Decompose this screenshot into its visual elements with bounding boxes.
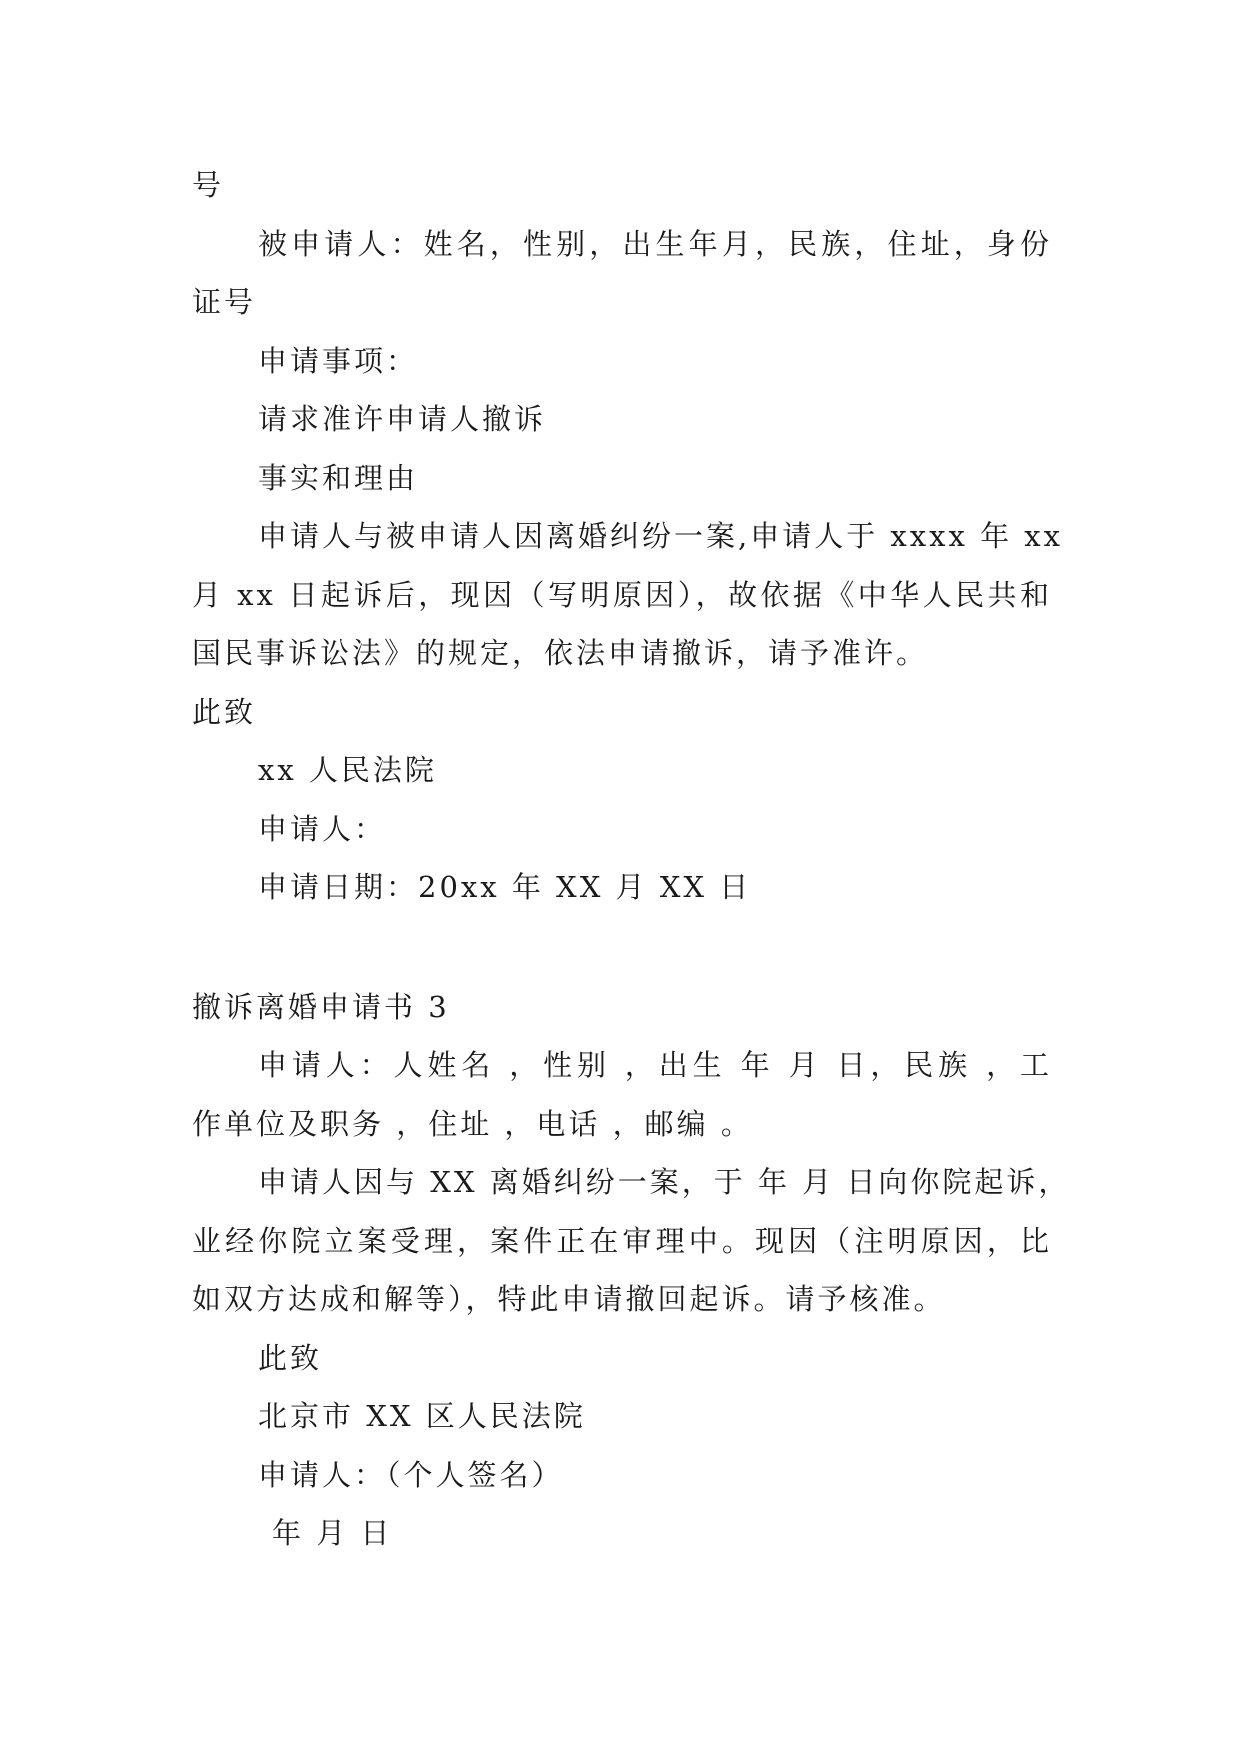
applicant-id-tail: 号 <box>192 168 225 202</box>
applicant-info-line2: 作单位及职务 ，住址 ，电话 ，邮编 。 <box>192 1106 753 1141</box>
applicant-signature-2: 申请人：（个人签名） <box>258 1457 564 1492</box>
body-line2: 业经你院立案受理，案件正在审理中。现因（注明原因，比 <box>192 1223 1052 1258</box>
closing-salutation: 此致 <box>192 694 257 729</box>
facts-line2: 月 xx 日起诉后，现因（写明原因），故依据《中华人民共和 <box>192 577 1052 612</box>
request-text: 请求准许申请人撤诉 <box>258 402 547 436</box>
date-line: 年 月 日 <box>272 1516 393 1550</box>
section-title: 撤诉离婚申请书 3 <box>192 989 450 1024</box>
respondent-info-line1: 被申请人：姓名，性别，出生年月，民族，住址，身份 <box>258 226 1052 261</box>
closing-salutation-2: 此致 <box>258 1340 323 1375</box>
court-name: xx 人民法院 <box>258 753 437 787</box>
respondent-info-line2: 证号 <box>192 285 257 319</box>
body-line3: 如双方达成和解等），特此申请撤回起诉。请予核准。 <box>192 1282 946 1316</box>
court-name-2: 北京市 XX 区人民法院 <box>258 1399 586 1433</box>
request-items-heading: 申请事项： <box>258 343 419 378</box>
applicant-signature: 申请人： <box>258 811 387 846</box>
body-line1: 申请人因与 XX 离婚纠纷一案，于 年 月 日向你院起诉， <box>258 1165 1071 1199</box>
facts-line3: 国民事诉讼法》的规定，依法申请撤诉，请予准许。 <box>192 636 929 670</box>
facts-line1: 申请人与被申请人因离婚纠纷一案,申请人于 xxxx 年 xx <box>258 519 1064 553</box>
section-gap <box>192 917 1052 978</box>
document-body <box>192 156 1071 1563</box>
applicant-info-line1: 申请人：人姓名 ，性别 ，出生 年 月 日，民族 ，工 <box>258 1048 1052 1082</box>
application-date: 申请日期：20xx 年 XX 月 XX 日 <box>258 870 752 904</box>
facts-heading: 事实和理由 <box>258 460 419 495</box>
